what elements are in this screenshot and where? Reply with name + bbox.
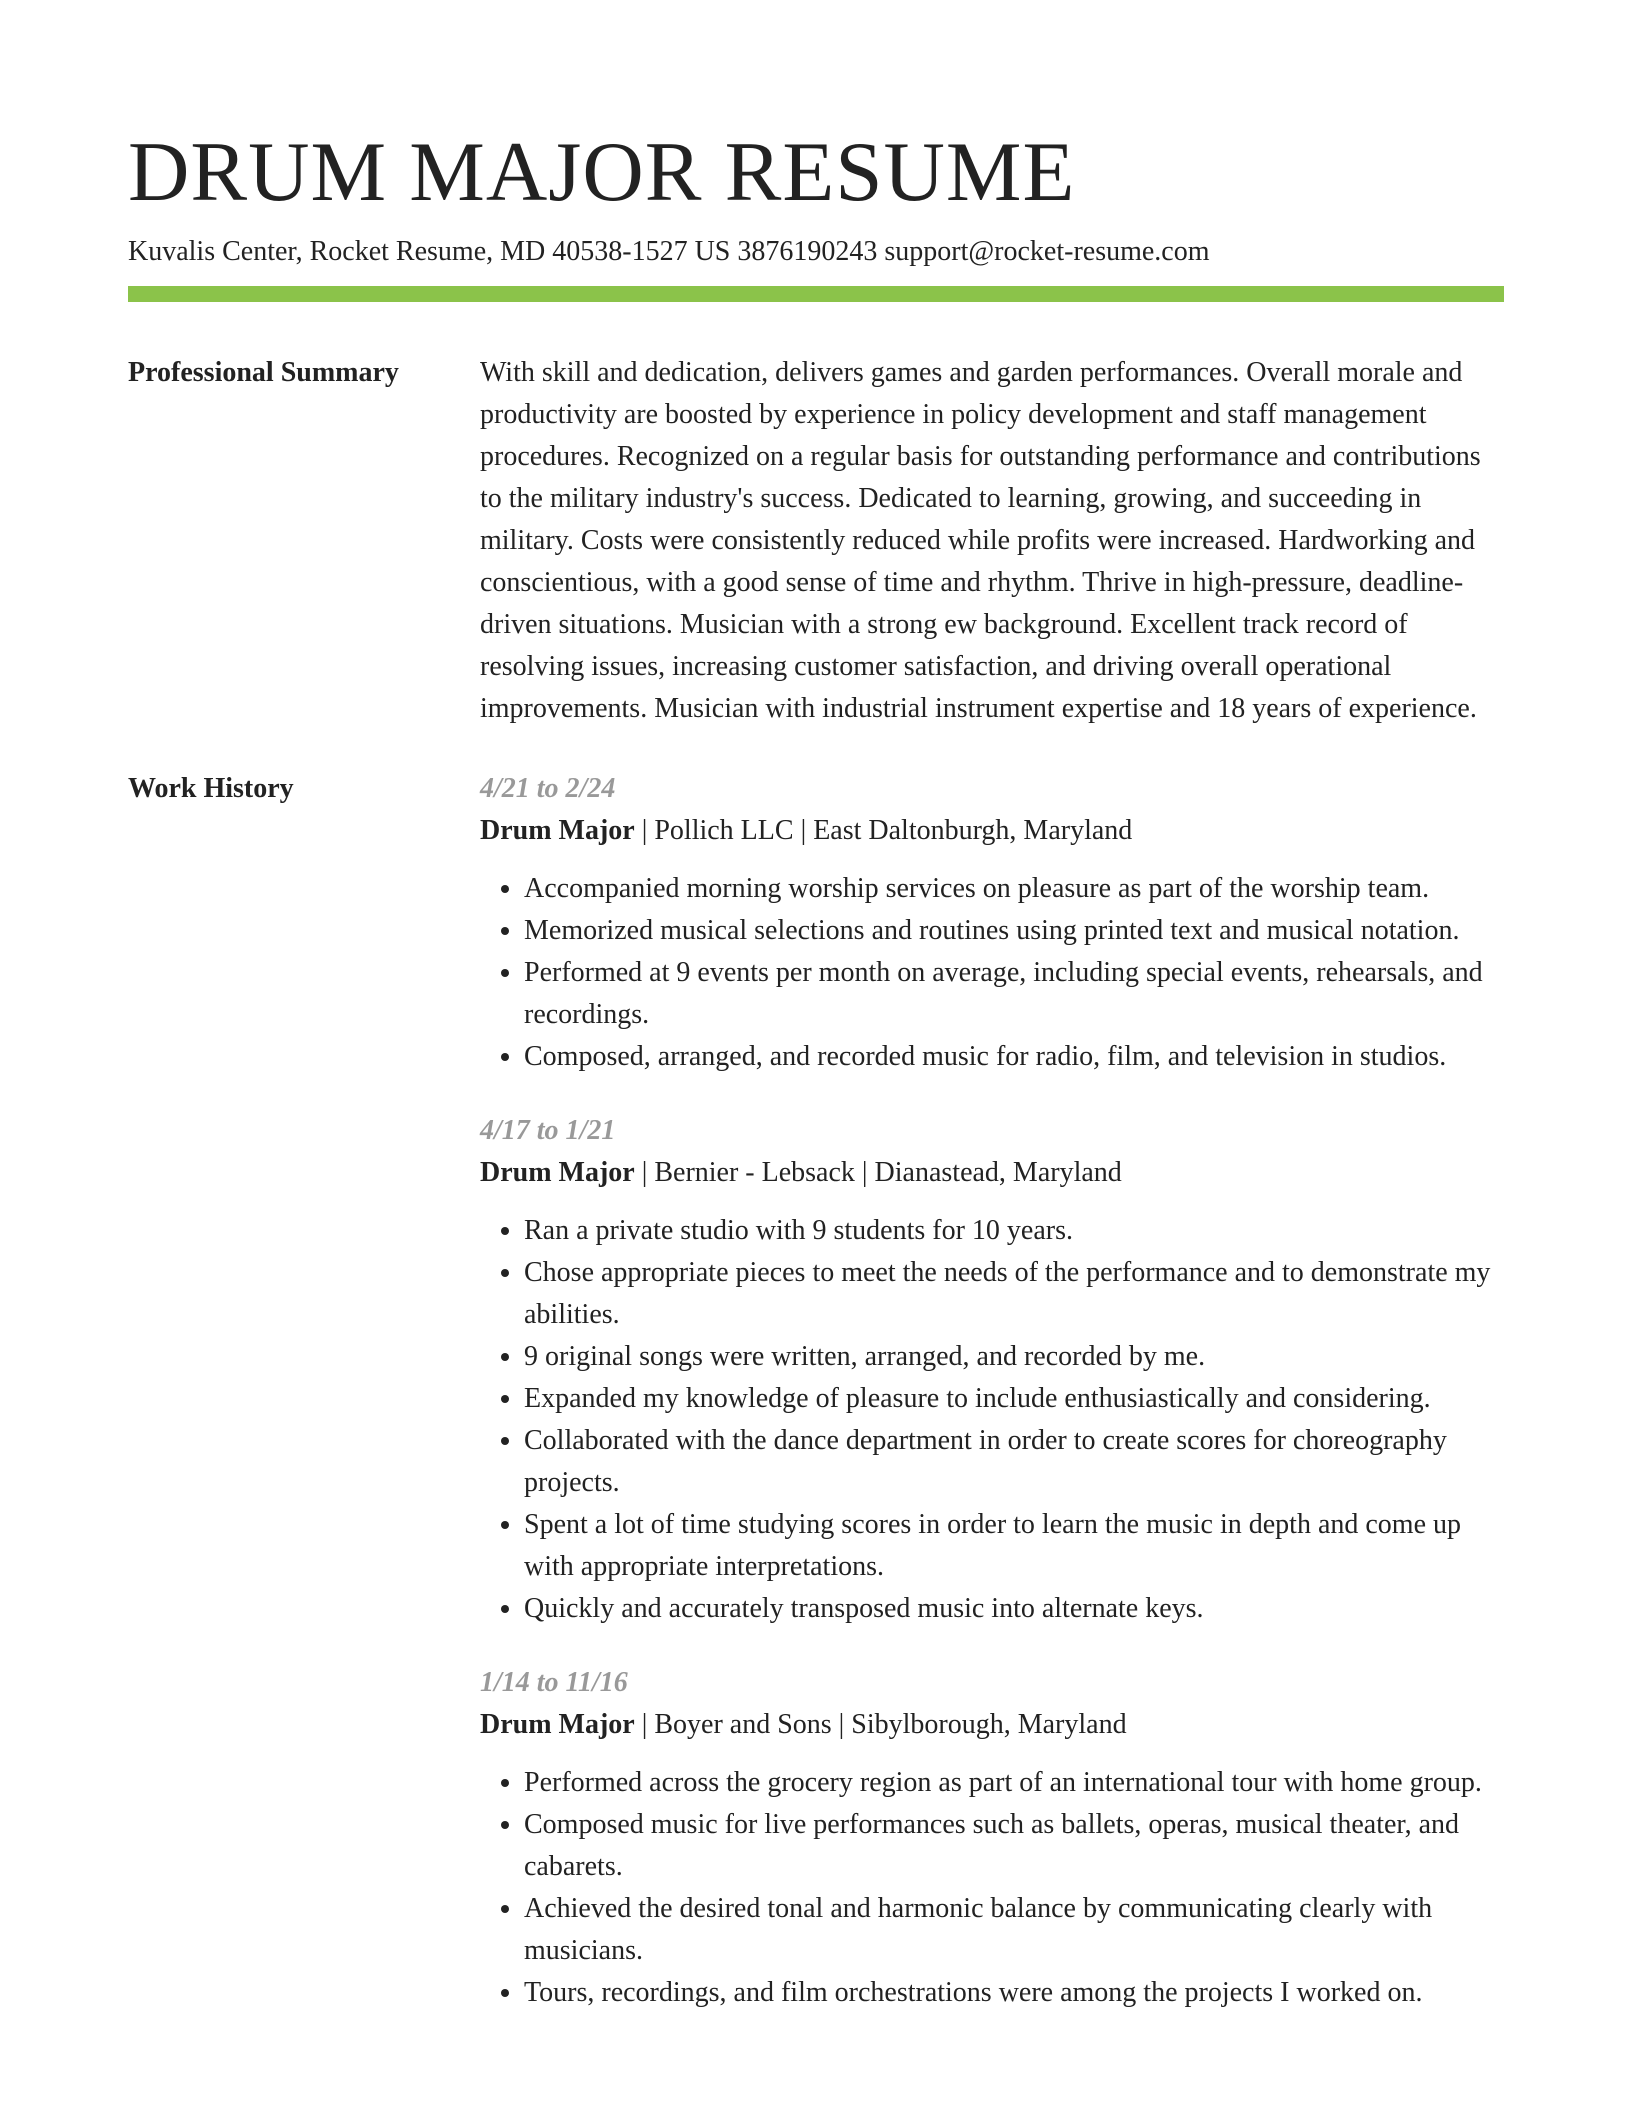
job-bullet: • Collaborated with the dance department in order to create scores for choreography projects. [524, 1420, 1504, 1504]
job-title: Drum Major [480, 1709, 635, 1740]
job-bullet-list [480, 868, 1504, 1078]
job-bullet: • Expanded my knowledge of pleasure to include enthusiastically and considering. [524, 1378, 1504, 1420]
job-location: Dianastead, Maryland [874, 1157, 1122, 1188]
job-bullet: • Performed across the grocery region as part of an international tour with home group. [524, 1762, 1504, 1804]
job-entry [480, 768, 1504, 1078]
job-location: Sibylborough, Maryland [851, 1709, 1127, 1740]
job-bullet: • Composed music for live performances such as ballets, operas, musical theater, and cabarets. [524, 1804, 1504, 1888]
job-bullet: • Tours, recordings, and film orchestrations were among the projects I worked on. [524, 1972, 1504, 2014]
job-title-line [480, 1152, 1504, 1194]
separator: | [634, 815, 655, 846]
job-bullet: • 9 original songs were written, arranged, and recorded by me. [524, 1336, 1504, 1378]
job-title-line [480, 810, 1504, 852]
job-title: Drum Major [480, 815, 635, 846]
job-company: Boyer and Sons [654, 1709, 832, 1740]
work-history-heading: Work History [128, 773, 294, 804]
job-bullet: • Performed at 9 events per month on average, including special events, rehearsals, and recordings. [524, 952, 1504, 1036]
job-bullet: • Memorized musical selections and routines using printed text and musical notation. [524, 910, 1504, 952]
job-bullet: • Achieved the desired tonal and harmonic balance by communicating clearly with musicians. [524, 1888, 1504, 1972]
job-location: East Daltonburgh, Maryland [813, 815, 1133, 846]
job-bullet-list [480, 1762, 1504, 2014]
work-history-body [480, 768, 1504, 2046]
job-company: Pollich LLC [654, 815, 794, 846]
work-history-section [128, 768, 1504, 2046]
separator: | [854, 1157, 875, 1188]
summary-heading: Professional Summary [128, 357, 399, 388]
job-bullet: • Ran a private studio with 9 students for 10 years. [524, 1210, 1504, 1252]
separator: | [793, 815, 814, 846]
job-entry [480, 1662, 1504, 2014]
summary-text: With skill and dedication, delivers games and garden performances. Overall morale and productivity are boosted by experience in policy development and staff management procedures. Recognized on a regular basis for outstanding performance and contributions to the military industry's success. Dedicated to learning, growing, and succeeding in military. Costs were consistently reduced while profits were increased. Hardworking and conscientious, with a good sense of time and rhythm. Thrive in high-pressure, deadline-driven situations. Musician with a strong ew background. Excellent track record of resolving issues, increasing customer satisfaction, and driving overall operational improvements. Musician with industrial instrument expertise and 18 years of experience. [480, 357, 1481, 724]
job-company: Bernier - Lebsack [654, 1157, 855, 1188]
job-bullet: • Spent a lot of time studying scores in order to learn the music in depth and come up with appropriate interpretations. [524, 1504, 1504, 1588]
job-dates: 4/17 to 1/21 [480, 1115, 616, 1146]
job-bullet: • Composed, arranged, and recorded music for radio, film, and television in studios. [524, 1036, 1504, 1078]
job-bullet: • Quickly and accurately transposed music into alternate keys. [524, 1588, 1504, 1630]
job-title-line [480, 1704, 1504, 1746]
accent-divider [128, 286, 1504, 302]
job-bullet: • Chose appropriate pieces to meet the needs of the performance and to demonstrate my abilities. [524, 1252, 1504, 1336]
job-title: Drum Major [480, 1157, 635, 1188]
job-dates: 1/14 to 11/16 [480, 1667, 628, 1698]
job-dates: 4/21 to 2/24 [480, 773, 616, 804]
job-bullet: • Accompanied morning worship services on pleasure as part of the worship team. [524, 868, 1504, 910]
job-bullet-list [480, 1210, 1504, 1630]
contact-line: Kuvalis Center, Rocket Resume, MD 40538-1527 US 3876190243 support@rocket-resume.com [128, 236, 1210, 267]
job-entry [480, 1110, 1504, 1630]
separator: | [634, 1709, 655, 1740]
separator: | [634, 1157, 655, 1188]
separator: | [831, 1709, 852, 1740]
summary-section [128, 352, 1504, 730]
summary-body [480, 352, 1504, 730]
resume-title: DRUM MAJOR RESUME [128, 125, 1076, 219]
